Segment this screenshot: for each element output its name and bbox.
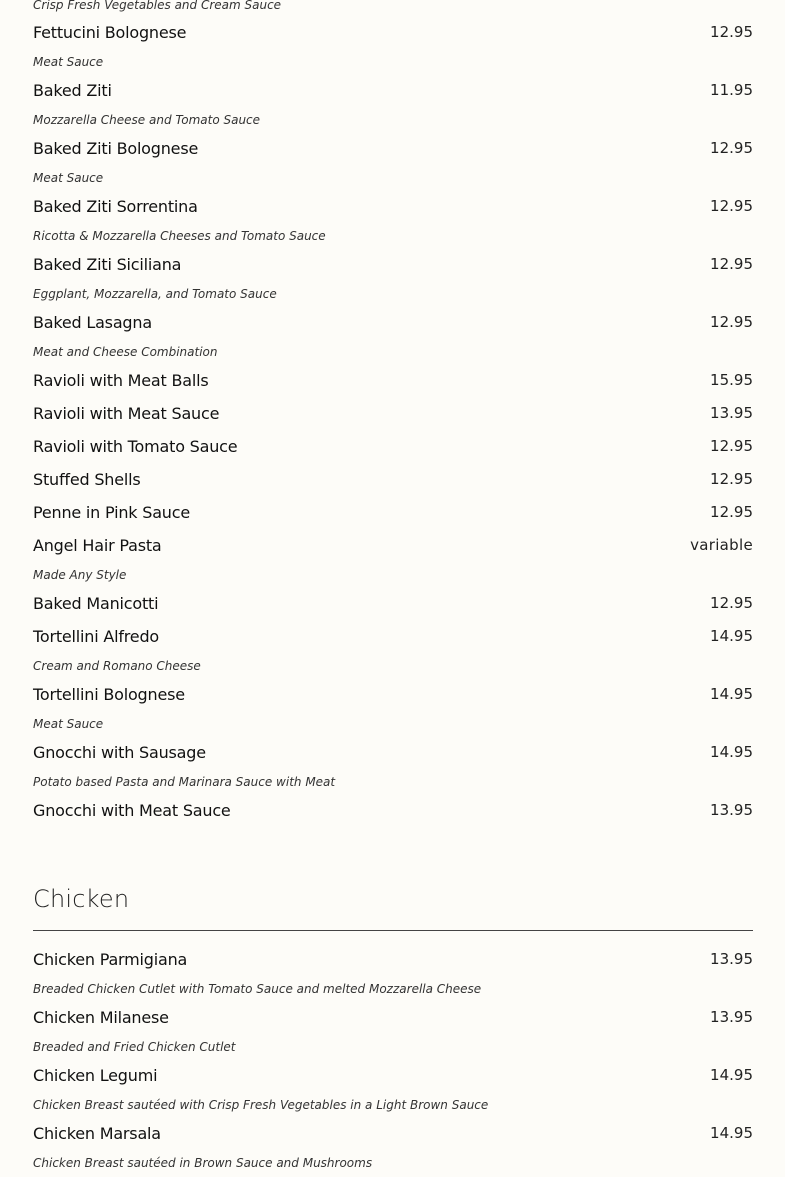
menu-item — [33, 311, 753, 333]
item-name: Chicken Marsala — [33, 1123, 161, 1143]
item-price: 12.95 — [710, 255, 753, 273]
item-price: 14.95 — [710, 685, 753, 703]
menu-item — [33, 253, 753, 275]
item-name: Chicken Legumi — [33, 1065, 158, 1085]
item-name: Stuffed Shells — [33, 469, 141, 489]
menu-item — [33, 402, 753, 424]
item-description: Meat Sauce — [33, 717, 104, 731]
item-price: 12.95 — [710, 23, 753, 41]
item-description: Meat Sauce — [33, 171, 104, 185]
item-description: Meat Sauce — [33, 55, 104, 69]
item-price: 14.95 — [710, 1124, 753, 1142]
item-description: Breaded Chicken Cutlet with Tomato Sauce and melted Mozzarella Cheese — [33, 982, 482, 996]
item-description: Crisp Fresh Vegetables and Cream Sauce — [33, 0, 282, 12]
item-description: Mozzarella Cheese and Tomato Sauce — [33, 113, 261, 127]
menu-item — [33, 1064, 753, 1086]
item-name: Baked Manicotti — [33, 593, 159, 613]
item-name: Tortellini Bolognese — [33, 684, 185, 704]
menu-item — [33, 625, 753, 647]
menu-item — [33, 501, 753, 523]
item-price: 14.95 — [710, 1066, 753, 1084]
item-name: Ravioli with Meat Sauce — [33, 403, 220, 423]
item-price: 14.95 — [710, 627, 753, 645]
menu-item — [33, 799, 753, 821]
item-name: Ravioli with Meat Balls — [33, 370, 209, 390]
item-price: 13.95 — [710, 404, 753, 422]
item-description: Ricotta & Mozzarella Cheeses and Tomato Sauce — [33, 229, 326, 243]
item-description: Chicken Breast sautéed with Crisp Fresh Vegetables in a Light Brown Sauce — [33, 1098, 489, 1112]
item-price: 12.95 — [710, 437, 753, 455]
item-name: Baked Ziti Bolognese — [33, 138, 199, 158]
menu-item — [33, 534, 753, 556]
item-name: Fettucini Bolognese — [33, 22, 187, 42]
section-title: Chicken — [33, 885, 130, 913]
menu-item — [33, 741, 753, 763]
item-price: 11.95 — [710, 81, 753, 99]
item-price: 12.95 — [710, 139, 753, 157]
item-price: 12.95 — [710, 503, 753, 521]
item-price: 12.95 — [710, 313, 753, 331]
item-description: Cream and Romano Cheese — [33, 659, 201, 673]
item-price: 12.95 — [710, 594, 753, 612]
menu-item — [33, 79, 753, 101]
item-price: 12.95 — [710, 470, 753, 488]
menu-item — [33, 948, 753, 970]
item-name: Tortellini Alfredo — [33, 626, 159, 646]
item-price: 14.95 — [710, 743, 753, 761]
item-price: variable — [690, 536, 753, 554]
item-name: Baked Lasagna — [33, 312, 152, 332]
item-description: Breaded and Fried Chicken Cutlet — [33, 1040, 236, 1054]
item-name: Chicken Milanese — [33, 1007, 169, 1027]
menu-item — [33, 1006, 753, 1028]
menu-item — [33, 21, 753, 43]
item-price: 15.95 — [710, 371, 753, 389]
item-name: Ravioli with Tomato Sauce — [33, 436, 238, 456]
item-description: Eggplant, Mozzarella, and Tomato Sauce — [33, 287, 277, 301]
item-description: Meat and Cheese Combination — [33, 345, 218, 359]
menu-item — [33, 468, 753, 490]
item-name: Baked Ziti — [33, 80, 112, 100]
item-price: 13.95 — [710, 1008, 753, 1026]
item-name: Penne in Pink Sauce — [33, 502, 190, 522]
item-name: Baked Ziti Siciliana — [33, 254, 182, 274]
item-description: Chicken Breast sautéed in Brown Sauce and Mushrooms — [33, 1156, 373, 1170]
menu-item — [33, 195, 753, 217]
menu-item — [33, 683, 753, 705]
item-name: Gnocchi with Meat Sauce — [33, 800, 231, 820]
item-price: 13.95 — [710, 950, 753, 968]
item-description: Potato based Pasta and Marinara Sauce with Meat — [33, 775, 336, 789]
menu-item — [33, 435, 753, 457]
item-price: 12.95 — [710, 197, 753, 215]
menu-item — [33, 1122, 753, 1144]
item-name: Chicken Parmigiana — [33, 949, 188, 969]
item-name: Angel Hair Pasta — [33, 535, 162, 555]
item-price: 13.95 — [710, 801, 753, 819]
item-name: Gnocchi with Sausage — [33, 742, 206, 762]
menu-item — [33, 137, 753, 159]
menu-item — [33, 592, 753, 614]
section-divider — [33, 930, 753, 931]
menu-item — [33, 369, 753, 391]
item-description: Made Any Style — [33, 568, 127, 582]
item-name: Baked Ziti Sorrentina — [33, 196, 198, 216]
